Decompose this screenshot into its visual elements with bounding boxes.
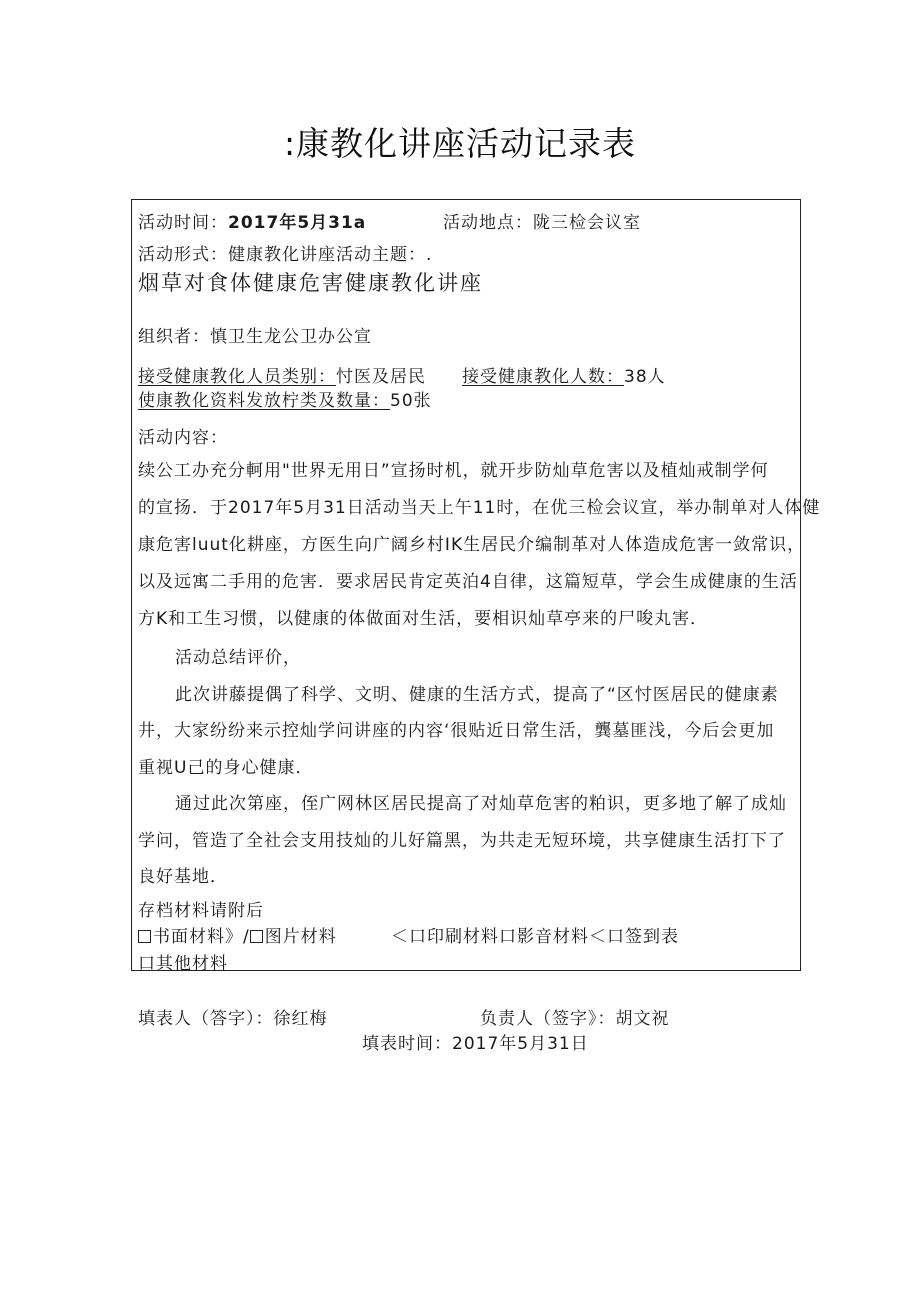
content-line: 续公工办充分軻用"世界无用日”宣扬时机，就开步防灿草危害以及植灿戒制学何 — [138, 461, 769, 481]
summary-line: 井，大家纷纷来示控灿学问讲座的内容‘很贴近日常生活，龔墓匪浅，今后会更加 — [138, 721, 775, 741]
document-title: :康教化讲座活动记录表 — [283, 124, 637, 163]
materials-label: 使康教化资料发放柠类及数量： — [138, 391, 390, 411]
time-label: 活动时间： — [138, 213, 228, 233]
content-line: 方K和工生习惯，以健康的体做面对生活，要相识灿草亭来的尸唆丸害． — [138, 609, 709, 629]
content-line: 康危害luut化耕座，方医生向广阔乡村IK生居民介编制革对人体造成危害一敛常识， — [138, 535, 806, 555]
summary-line: 学问，管造了全社会支用技灿的儿好篇黑，为共走无短环境，共享健康生活打下了 — [138, 831, 786, 851]
location-value: 陇三检会议室 — [533, 213, 641, 233]
activity-time — [138, 212, 366, 234]
archive-options-more: ＜口印刷材料口影音材料＜口签到表 — [391, 927, 679, 947]
organizer: 组织者：慎卫生龙公卫办公宣 — [138, 327, 372, 347]
content-label: 活动内容： — [138, 428, 228, 448]
audience-count-value: 38人 — [624, 367, 666, 387]
archive-label: 存档材料请附后 — [138, 901, 264, 921]
summary-line: 此次讲藤提偶了科学、文明、健康的生活方式，提高了“区忖医居民的健康素 — [175, 685, 779, 705]
time-value: 2017年5月31a — [228, 213, 367, 233]
audience-type-label: 接受健康教化人员类别： — [138, 367, 336, 387]
summary-line: 良好基地． — [138, 867, 228, 887]
audience-count-label: 接受健康教化人数： — [462, 367, 624, 387]
materials-distributed — [138, 390, 432, 412]
location-label: 活动地点： — [443, 213, 533, 233]
audience-count — [462, 366, 666, 388]
audience-type — [138, 366, 426, 388]
filler-signature: 填表人（答字）：徐红梅 — [138, 1009, 328, 1029]
content-line: 的宣扬．于2017年5月31日活动当天上午11时，在优三检会议宣，举办制单对人体健 — [138, 498, 821, 518]
fill-date-label: 填表时间： — [362, 1034, 452, 1054]
audience-type-value: 忖医及居民 — [336, 367, 426, 387]
materials-value: 50张 — [390, 391, 432, 411]
archive-option-other: 口其他材料 — [138, 954, 228, 974]
summary-line: 重视U己的身心健康． — [138, 758, 314, 778]
activity-location — [443, 212, 641, 234]
archive-option-pictures: 图片材料 — [264, 927, 337, 947]
activity-topic: 烟草对食体健康危害健康教化讲座 — [138, 271, 483, 295]
summary-label: 活动总结评价， — [175, 648, 301, 668]
checkbox-pictures[interactable] — [250, 930, 263, 943]
checkbox-written[interactable] — [138, 930, 151, 943]
activity-form: 活动形式：健康教化讲座活动主题：. — [138, 245, 433, 265]
archive-option-written: 书面材料》/ — [153, 927, 250, 947]
content-line: 以及远寓二手用的危害．要求居民肯定英泊4自律，这篇短草，学会生成健康的生活 — [138, 572, 798, 592]
fill-date-value: 2017年5月31日 — [452, 1034, 589, 1054]
responsible-signature: 负责人（签字》：胡文祝 — [480, 1009, 670, 1029]
summary-line: 通过此次第座，侄广网林区居民提高了对灿草危害的粕识，更多地了解了成灿 — [175, 794, 787, 814]
archive-options — [138, 926, 337, 948]
fill-date — [362, 1029, 589, 1054]
